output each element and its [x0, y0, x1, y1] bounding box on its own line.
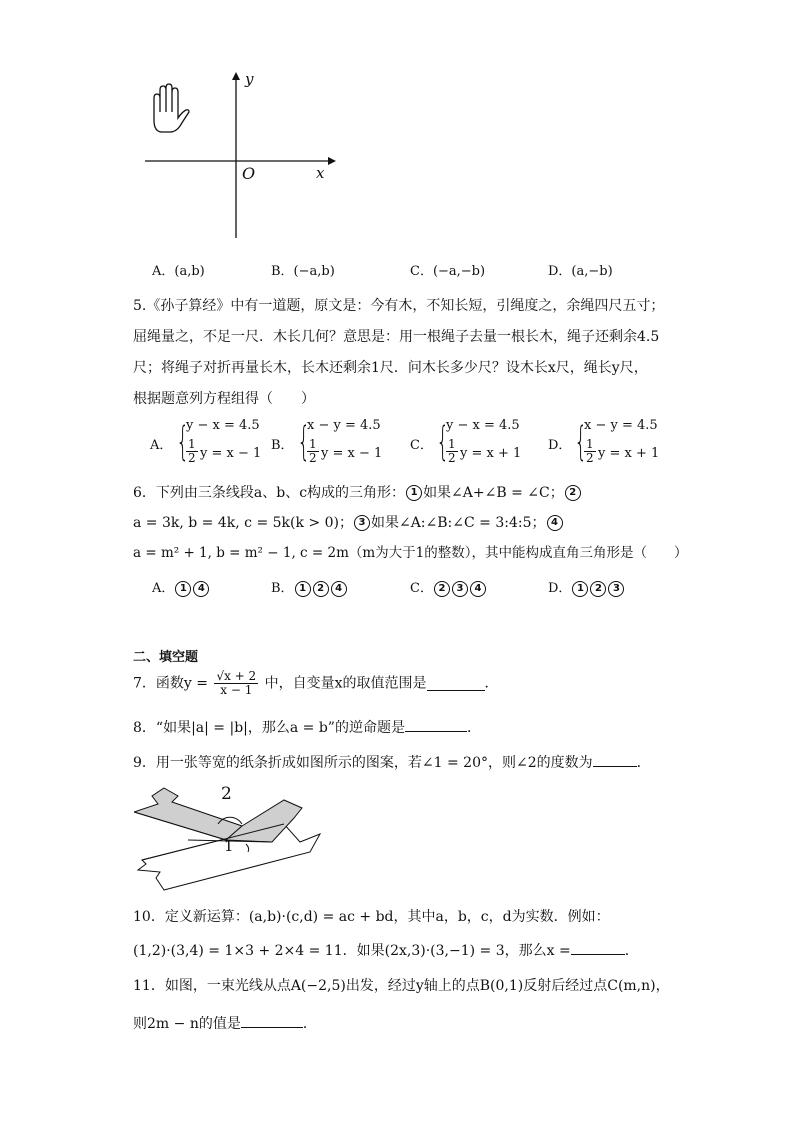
- q10-answer-blank[interactable]: [571, 940, 625, 955]
- q7-answer-blank[interactable]: [427, 676, 485, 691]
- q9-answer-blank[interactable]: [593, 752, 637, 767]
- circled-number: 1: [406, 485, 422, 501]
- q6-line-2: a = 3k, b = 4k, c = 5k(k > 0)； 3 如果∠A:∠B:∠C = 3:4:5； 4: [133, 513, 564, 533]
- q6-option-d[interactable]: D． 1 2 3: [548, 577, 625, 597]
- q6-option-a[interactable]: A． 1 4: [152, 577, 210, 597]
- q6-line-3: a = m² + 1, b = m² − 1, c = 2m（m为大于1的整数），其中能构成直角三角形是（ ）: [133, 545, 688, 561]
- option-letter: D．: [548, 438, 572, 453]
- q5-line-4: 根据题意列方程组得（ ）: [133, 391, 315, 407]
- q4-option-a[interactable]: A．(a,b): [152, 264, 205, 279]
- equation-2: y = x − 1: [200, 446, 262, 461]
- q10-line-2: (1,2)·(3,4) = 1×3 + 2×4 = 11．如果(2x,3)·(3,−1) = 3，那么x = ．: [133, 940, 639, 961]
- circled-number: 3: [354, 515, 370, 531]
- circled-number: 2: [565, 485, 581, 501]
- q10-line-1: 10．定义新运算：(a,b)·(c,d) = ac + bd，其中a，b，c，d为实数．例如：: [133, 909, 610, 925]
- q6-option-c[interactable]: C． 2 3 4: [410, 577, 487, 597]
- angle-label-2: 2: [221, 784, 232, 804]
- q7-fraction: $\frac{√x + 2}{x - 1}$: [216, 669, 257, 697]
- option-letter: C．: [410, 438, 433, 453]
- equation-2: y = x + 1: [460, 446, 522, 461]
- angle-label-1: 1: [224, 837, 234, 855]
- q8-line: 8．“如果|a| = |b|，那么a = b”的逆命题是 ．: [133, 717, 481, 738]
- q11-answer-blank[interactable]: [241, 1013, 303, 1028]
- y-axis-label: y: [245, 70, 254, 88]
- coordinate-figure: [140, 68, 340, 243]
- equation-1: x − y = 4.5: [307, 418, 381, 433]
- q5-line-3: 尺；将绳子对折再量长木，长木还剩余1尺．问木长多少尺？设木长x尺，绳长y尺，: [133, 360, 648, 376]
- fraction-half: $\frac{1}{2}$: [586, 437, 594, 465]
- q11-line-2: 则2m − n的值是 ．: [133, 1013, 317, 1034]
- circled-number: 4: [547, 515, 563, 531]
- q6-option-b[interactable]: B． 1 2 4: [271, 577, 348, 597]
- fraction-half: $\frac{1}{2}$: [188, 437, 196, 465]
- q5-line-2: 屈绳量之，不足一尺．木长几何？意思是：用一根绳子去量一根长木，绳子还剩余4.5: [133, 329, 660, 345]
- origin-label: O: [242, 164, 256, 183]
- equation-1: y − x = 4.5: [446, 418, 520, 433]
- equation-2: y = x − 1: [321, 446, 383, 461]
- option-letter: A．: [150, 438, 173, 453]
- section-heading: 二、填空题: [133, 650, 199, 665]
- fraction-half: $\frac{1}{2}$: [448, 437, 456, 465]
- brace: {: [297, 419, 311, 465]
- brace: {: [574, 419, 588, 465]
- equation-2: y = x + 1: [598, 446, 660, 461]
- x-axis-label: x: [316, 164, 325, 182]
- q6-line-1: 6．下列由三条线段a、b、c构成的三角形： 1 如果∠A+∠B = ∠C； 2: [133, 483, 582, 503]
- equation-1: x − y = 4.5: [584, 418, 658, 433]
- fraction-half: $\frac{1}{2}$: [309, 437, 317, 465]
- q4-option-c[interactable]: C．(−a,−b): [410, 264, 486, 279]
- q8-answer-blank[interactable]: [405, 717, 467, 732]
- brace: {: [436, 419, 450, 465]
- q11-line-1: 11．如图，一束光线从点A(−2,5)出发，经过y轴上的点B(0,1)反射后经过点C(m,n)，: [133, 978, 670, 994]
- brace: {: [176, 419, 190, 465]
- hand-icon: [154, 84, 189, 132]
- q4-option-b[interactable]: B．(−a,b): [271, 264, 335, 279]
- q4-option-d[interactable]: D．(a,−b): [548, 264, 613, 279]
- q7-line: 7．函数y = $\frac{√x + 2}{x - 1}$ 中，自变量x的取值范围是 ．: [133, 669, 499, 697]
- equation-1: y − x = 4.5: [186, 418, 260, 433]
- q5-line-1: 5.《孙子算经》中有一道题，原文是：今有木，不知长短，引绳度之，余绳四尺五寸；: [133, 298, 665, 314]
- option-letter: B．: [271, 438, 294, 453]
- q9-line: 9．用一张等宽的纸条折成如图所示的图案，若∠1 = 20°，则∠2的度数为 ．: [133, 752, 651, 773]
